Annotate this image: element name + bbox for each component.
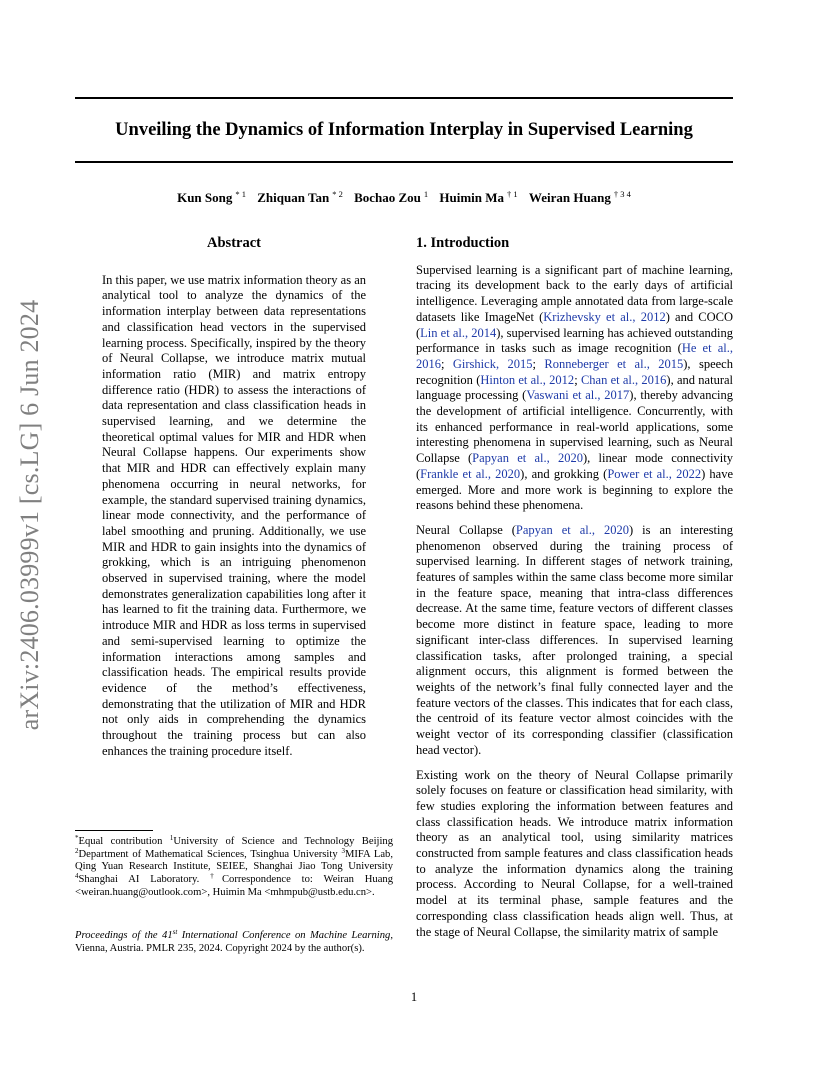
footnote-text: MIFA Lab, Qing Yuan Research Institute, SEIEE, Shanghai Jiao Tong University xyxy=(75,848,393,873)
author-name: Zhiquan Tan xyxy=(257,190,330,205)
text-run: ; xyxy=(441,356,453,371)
title-rule-bottom xyxy=(75,161,733,163)
text-run: ), speech recognition ( xyxy=(416,356,733,387)
proceedings-text: 41 xyxy=(162,930,173,941)
author xyxy=(354,190,428,205)
introduction-heading: 1. Introduction xyxy=(416,235,510,251)
citation-link[interactable]: Vaswani et al., 2017 xyxy=(526,388,630,403)
intro-paragraph-1 xyxy=(416,263,733,514)
citation-link[interactable]: He et al., 2016 xyxy=(416,341,733,371)
author-affiliation-marks: † 1 xyxy=(507,189,518,199)
footnote-text: Equal contribution xyxy=(78,836,170,847)
paper-title: Unveiling the Dynamics of Information Interplay in Supervised Learning xyxy=(115,120,693,140)
author-list xyxy=(75,190,733,206)
text-run: Supervised learning is a significant part of machine learning, tracing its development back to the early days of artificial intelligence. Leveraging ample annotated data from large-scale datasets like ImageNet ( xyxy=(416,262,733,324)
author-name: Huimin Ma xyxy=(439,190,505,205)
intro-paragraph-2 xyxy=(416,523,733,759)
citation-link[interactable]: Hinton et al., 2012 xyxy=(480,372,575,387)
author xyxy=(439,190,517,205)
abstract-text: In this paper, we use matrix information theory as an analytical tool to analyze the dynamics of the information interplay between data representations and classification head vectors in the supervised learning process. Specifically, inspired by the theory of Neural Collapse, we introduce matrix mutual information ratio (MIR) and matrix entropy difference ratio (HDR) to assess the interactions of data representation and class classification heads in supervised learning, and we determine the theoretical optimal values for MIR and HDR when Neural Collapse happens. Our experiments show that MIR and HDR can effectively explain many phenomena occurring in neural networks, for example, the standard supervised training dynamics, linear mode connectivity, and the performance of label smoothing and pruning. Additionally, we use MIR and HDR to gain insights into the dynamics of grokking, which is an intriguing phenomenon observed in supervised training, where the model demonstrates generalization capabilities long after it has learned to fit the training data. Furthermore, we introduce MIR and HDR as loss terms in supervised and semi-supervised learning to optimize the information interactions among samples and classification heads. The empirical results provide evidence of the method’s effectiveness, demonstrating that the utilization of MIR and HDR not only aids in comprehending the dynamics throughout the training process but can also enhances the training procedure itself. xyxy=(102,272,367,758)
footnote-mark: * xyxy=(75,834,79,842)
citation-link[interactable]: Power et al., 2022 xyxy=(607,466,702,481)
text-run: ) and COCO ( xyxy=(416,309,733,340)
author xyxy=(257,190,343,205)
citation-link[interactable]: Girshick, 2015 xyxy=(452,356,533,371)
page-number: 1 xyxy=(410,990,418,1004)
text-run: ) is an interesting phenomenon observed during the training process of supervised learning. In different stages of network training, features of samples within the same class become more similar in the feature space, meaning that intra-class differences decrease. At the same time, feature vectors of different classes become more distinct in feature space, leading to more significant inter-class differences. In supervised learning classification tasks, after prolonged training, a special alignment occurs, this alignment is formed between the weights of the network’s final fully connected layer and the feature vectors of the classes. This indicates that for each class, the centroid of its feature vector almost coincides with the weight vector of its corresponding classifier (classification head vector). xyxy=(416,522,733,757)
footnote-text: Department of Mathematical Sciences, Tsinghua University xyxy=(78,848,342,860)
text-run: Neural Collapse ( xyxy=(416,522,516,537)
author xyxy=(177,190,246,205)
citation-link[interactable]: Ronneberger et al., 2015 xyxy=(544,356,684,371)
proceedings-text: Proceedings of the xyxy=(75,930,163,941)
footnote-mark: 1 xyxy=(169,834,174,842)
text-run: ), and natural language processing ( xyxy=(416,372,733,403)
citation-link[interactable]: Papyan et al., 2020 xyxy=(472,451,583,466)
citation-link[interactable]: Lin et al., 2014 xyxy=(420,325,497,340)
citation-link[interactable]: Chan et al., 2016 xyxy=(580,372,667,387)
proceedings-text: st xyxy=(172,928,178,936)
proceedings-note xyxy=(75,930,393,955)
footnote-text: Shanghai AI Laboratory. xyxy=(78,874,211,886)
author-name: Kun Song xyxy=(177,190,233,205)
author-name: Bochao Zou xyxy=(354,190,421,205)
citation-link[interactable]: Papyan et al., 2020 xyxy=(515,522,629,537)
text-run: ), and grokking ( xyxy=(520,466,608,481)
footnote-mark: † xyxy=(210,872,222,881)
proceedings-text: , Vienna, Austria. PMLR 235, 2024. Copyright 2024 by the author(s). xyxy=(75,930,393,954)
footnote-text: University of Science and Technology Beijing xyxy=(173,836,393,847)
intro-paragraph-3: Existing work on the theory of Neural Collapse primarily solely focuses on feature or classification head similarity, with few studies exploring the information between features and class classification heads. We introduce matrix information theory as an analytical tool, using similarity matrices constructed from sample features and class classification heads to analyze the information dynamics along the training process. According to Neural Collapse, for a well-trained model at its terminal phase, sample features and the corresponding class classification heads align well. Thus, at the stage of Neural Collapse, the similarity matrix of sample xyxy=(416,767,733,939)
text-run: ), thereby advancing the development of artificial intelligence. Concurrently, with its enhanced performance in real-world applications, some interesting phenomena in supervised learning, such as Neural Collapse ( xyxy=(416,388,733,466)
abstract-heading: Abstract xyxy=(207,235,261,251)
footnotes xyxy=(75,836,393,900)
citation-link[interactable]: Krizhevsky et al., 2012 xyxy=(543,309,666,324)
citation-link[interactable]: Frankle et al., 2020 xyxy=(420,466,521,481)
arxiv-stamp xyxy=(12,265,47,765)
arxiv-stamp-text: arXiv:2406.03999v1 [cs.LG] 6 Jun 2024 xyxy=(14,299,44,731)
introduction-section xyxy=(416,236,733,949)
proceedings-text: International Conference on Machine Learning xyxy=(177,930,391,941)
footnote-rule xyxy=(75,830,153,831)
footnote-mark: 4 xyxy=(75,872,79,881)
author-affiliation-marks: 1 xyxy=(423,189,429,199)
author-affiliation-marks: * 1 xyxy=(235,189,246,199)
footnote-mark: 2 xyxy=(75,846,79,855)
title-rule-top xyxy=(75,97,733,99)
author-name: Weiran Huang xyxy=(528,190,611,205)
author-affiliation-marks: † 3 4 xyxy=(613,189,631,199)
text-run: ) have emerged. More and more work is beginning to explore the reasons behind these phenomena. xyxy=(416,466,734,513)
author xyxy=(529,190,631,205)
footnote-mark: 3 xyxy=(341,846,345,855)
footnote-text: Correspondence to: Weiran Huang <weiran.huang@outlook.com>, Huimin Ma <mhmpub@ustb.edu.cn>. xyxy=(75,874,393,898)
text-run: ; xyxy=(574,372,581,387)
text-run: ; xyxy=(532,356,545,371)
text-run: ), supervised learning has achieved outstanding performance in tasks such as image recognition ( xyxy=(416,325,733,356)
abstract-section xyxy=(102,236,366,760)
author-affiliation-marks: * 2 xyxy=(332,189,343,199)
text-run: ), linear mode connectivity ( xyxy=(416,451,733,481)
